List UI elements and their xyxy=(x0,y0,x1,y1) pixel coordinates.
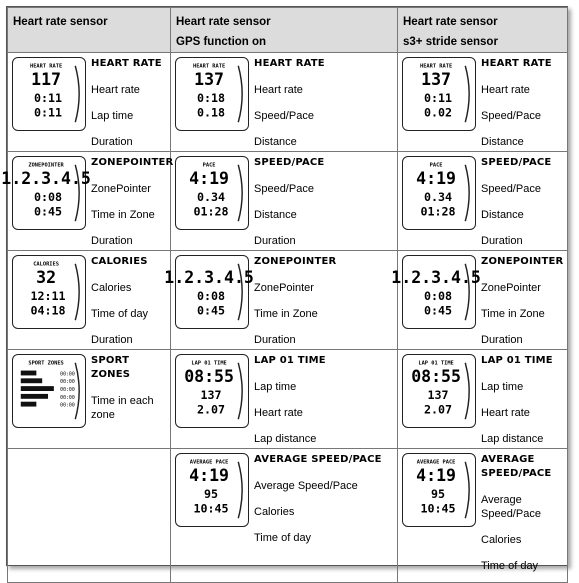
display-value-mid: 12:11 xyxy=(30,288,66,303)
display-value-main: 32 xyxy=(36,268,57,288)
watch-display-icon xyxy=(403,454,475,526)
header-col-1 xyxy=(8,8,171,53)
view-description xyxy=(481,453,564,573)
display-value-low: 0:45 xyxy=(196,303,226,318)
display-value-mid: 0:11 xyxy=(33,90,63,105)
table-row xyxy=(8,152,568,251)
view-description xyxy=(91,156,173,248)
display-header: HEART RATE xyxy=(419,63,453,70)
view-title: SPEED/PACE xyxy=(481,157,552,169)
display-value-main: 1.2.3.4.5 xyxy=(391,268,481,288)
watch-display xyxy=(175,156,249,230)
watch-display xyxy=(1,156,91,230)
display-value-mid: 0:08 xyxy=(33,189,63,204)
view-field: Time of day xyxy=(91,308,149,321)
display-header: HEART RATE xyxy=(192,63,226,70)
view-field: Lap distance xyxy=(254,433,317,446)
display-value-low: 0:11 xyxy=(33,105,63,120)
table-cell xyxy=(398,350,568,449)
table-row xyxy=(8,251,568,350)
zone-time: 00:00 xyxy=(60,394,75,401)
view-field: Calories xyxy=(91,282,132,295)
view-field: Lap time xyxy=(481,381,524,394)
watch-display xyxy=(12,255,86,329)
view-field: Heart rate xyxy=(254,84,303,97)
view-field: Distance xyxy=(481,136,524,149)
display-value-main: 4:19 xyxy=(416,466,456,486)
watch-display xyxy=(175,354,249,428)
view-description xyxy=(91,57,167,149)
display-header: HEART RATE xyxy=(29,63,63,70)
zone-bar xyxy=(21,394,48,399)
view-field: Time in each zone xyxy=(91,395,154,422)
display-arc xyxy=(238,165,242,221)
watch-display-icon xyxy=(164,256,254,328)
view-field: Time in Zone xyxy=(91,209,155,222)
display-arc xyxy=(465,363,469,419)
view-title: HEART RATE xyxy=(481,58,552,70)
display-header: LAP 01 TIME xyxy=(418,360,454,367)
view-description xyxy=(254,354,394,446)
display-value-main: 08:55 xyxy=(184,367,234,387)
watch-display xyxy=(402,156,476,230)
view-field: Duration xyxy=(91,235,133,248)
display-value-mid: 0.34 xyxy=(196,189,226,204)
watch-display-icon xyxy=(403,58,475,130)
display-arc xyxy=(75,66,79,122)
watch-display xyxy=(175,453,249,527)
display-value-low: 01:28 xyxy=(193,204,229,219)
display-value-low: 04:18 xyxy=(30,303,66,318)
view-field: Heart rate xyxy=(254,407,303,420)
view-description xyxy=(91,255,167,347)
display-views-table xyxy=(1,7,568,583)
table-cell xyxy=(398,449,568,583)
view-description xyxy=(254,453,394,545)
view-field: Lap time xyxy=(91,110,134,123)
view-title: AVERAGE SPEED/PACE xyxy=(254,454,382,466)
watch-display-icon xyxy=(1,157,91,229)
zone-time: 00:00 xyxy=(60,379,75,386)
view-field: Calories xyxy=(481,534,522,547)
zone-bar xyxy=(21,378,42,383)
table-cell xyxy=(164,251,398,350)
table-cell xyxy=(8,449,171,583)
view-field: Speed/Pace xyxy=(481,183,541,196)
header-line-1: Heart rate sensor xyxy=(176,16,271,28)
zone-time: 00:00 xyxy=(60,402,75,409)
watch-display-icon xyxy=(176,157,248,229)
view-title: ZONEPOINTER xyxy=(254,256,337,268)
header-line-1: Heart rate sensor xyxy=(403,16,498,28)
display-header: SPORT ZONES xyxy=(28,360,64,367)
view-title: HEART RATE xyxy=(91,58,162,70)
watch-display xyxy=(12,57,86,131)
display-arc xyxy=(238,462,242,518)
display-value-mid: 0:11 xyxy=(423,90,453,105)
view-field: Heart rate xyxy=(91,84,140,97)
zone-bar xyxy=(21,386,54,391)
display-arc xyxy=(465,462,469,518)
watch-display-icon xyxy=(13,256,85,328)
table-cell xyxy=(8,53,171,152)
watch-display xyxy=(402,453,476,527)
display-header: AVERAGE PACE xyxy=(189,459,229,466)
zone-time: 00:00 xyxy=(60,371,75,378)
view-field: Time of day xyxy=(254,532,312,545)
view-field: Speed/Pace xyxy=(481,110,541,123)
table-row xyxy=(8,350,568,449)
display-arc xyxy=(238,363,242,419)
watch-display-icon xyxy=(403,157,475,229)
view-title: LAP 01 TIME xyxy=(254,355,326,367)
watch-display-icon xyxy=(176,355,248,427)
display-arc xyxy=(238,66,242,122)
display-header: CALORIES xyxy=(33,261,59,268)
display-value-main: 1.2.3.4.5 xyxy=(1,169,91,189)
watch-display-icon xyxy=(403,355,475,427)
view-description xyxy=(254,57,394,149)
zone-time: 00:00 xyxy=(60,387,75,394)
view-field: Duration xyxy=(254,235,296,248)
view-description xyxy=(481,255,564,347)
view-field: Distance xyxy=(481,209,524,222)
display-value-low: 10:45 xyxy=(420,501,456,516)
view-field: ZonePointer xyxy=(481,282,541,295)
view-field: Speed/Pace xyxy=(254,183,314,196)
view-title: SPEED/PACE xyxy=(254,157,325,169)
view-title: SPORT ZONES xyxy=(91,355,131,381)
view-description xyxy=(254,255,394,347)
header-row xyxy=(8,8,568,53)
view-title: CALORIES xyxy=(91,256,148,268)
watch-display xyxy=(402,354,476,428)
header-col-3 xyxy=(398,8,568,53)
view-field: Duration xyxy=(91,136,133,149)
display-value-low: 2.07 xyxy=(423,402,453,417)
watch-display-icon xyxy=(13,58,85,130)
view-title: AVERAGE SPEED/PACE xyxy=(481,454,552,480)
table-cell xyxy=(171,152,398,251)
display-value-mid: 95 xyxy=(204,486,219,501)
display-value-mid: 0:08 xyxy=(423,288,453,303)
display-value-low: 0.18 xyxy=(196,105,226,120)
display-header: LAP 01 TIME xyxy=(191,360,227,367)
display-value-main: 08:55 xyxy=(411,367,461,387)
display-value-mid: 137 xyxy=(427,387,449,402)
display-value-mid: 95 xyxy=(431,486,446,501)
view-field: Calories xyxy=(254,506,295,519)
view-field: Time of day xyxy=(481,560,539,573)
view-description xyxy=(481,156,564,248)
view-description xyxy=(91,354,167,428)
display-value-main: 117 xyxy=(31,70,62,90)
table-cell xyxy=(171,449,398,583)
display-header: PACE xyxy=(202,162,216,169)
watch-display xyxy=(175,57,249,131)
display-value-low: 10:45 xyxy=(193,501,229,516)
zone-bar xyxy=(21,371,37,376)
view-field: Time in Zone xyxy=(254,308,318,321)
watch-display xyxy=(164,255,254,329)
display-arc xyxy=(465,66,469,122)
display-value-low: 0.02 xyxy=(423,105,453,120)
view-field: Speed/Pace xyxy=(254,110,314,123)
zone-bar xyxy=(21,402,37,407)
table-cell xyxy=(8,251,171,350)
view-title: LAP 01 TIME xyxy=(481,355,553,367)
view-description xyxy=(481,354,564,446)
watch-display-icon xyxy=(13,355,85,427)
table-cell xyxy=(171,350,398,449)
view-field: ZonePointer xyxy=(254,282,314,295)
display-value-main: 137 xyxy=(421,70,452,90)
table-cell xyxy=(171,53,398,152)
display-value-mid: 0.34 xyxy=(423,189,453,204)
watch-display-icon xyxy=(176,454,248,526)
display-header: PACE xyxy=(429,162,443,169)
display-value-low: 0:45 xyxy=(423,303,453,318)
table-cell xyxy=(398,53,568,152)
header-line-2: s3+ stride sensor xyxy=(403,35,498,48)
table-row xyxy=(8,53,568,152)
view-field: Duration xyxy=(481,334,523,347)
view-field: Lap distance xyxy=(481,433,544,446)
view-field: ZonePointer xyxy=(91,183,151,196)
display-value-main: 4:19 xyxy=(416,169,456,189)
view-field: Heart rate xyxy=(481,407,530,420)
view-title: HEART RATE xyxy=(254,58,325,70)
watch-display xyxy=(391,255,481,329)
header-line-2: GPS function on xyxy=(176,35,267,48)
table-row xyxy=(8,449,568,583)
view-field: Average Speed/Pace xyxy=(481,494,541,521)
view-field: Distance xyxy=(254,136,297,149)
view-field: Duration xyxy=(481,235,523,248)
view-field: Duration xyxy=(91,334,133,347)
display-value-low: 2.07 xyxy=(196,402,226,417)
display-value-main: 1.2.3.4.5 xyxy=(164,268,254,288)
table-cell xyxy=(398,152,568,251)
watch-display-icon xyxy=(176,58,248,130)
watch-display xyxy=(402,57,476,131)
display-arc xyxy=(75,363,79,419)
header-col-2 xyxy=(171,8,398,53)
view-description xyxy=(481,57,564,149)
display-value-mid: 137 xyxy=(200,387,222,402)
watch-display-icon xyxy=(391,256,481,328)
display-value-main: 4:19 xyxy=(189,466,229,486)
display-value-mid: 0:08 xyxy=(196,288,226,303)
view-field: Heart rate xyxy=(481,84,530,97)
display-arc xyxy=(75,264,79,320)
view-title: ZONEPOINTER xyxy=(481,256,564,268)
display-value-main: 4:19 xyxy=(189,169,229,189)
view-description xyxy=(254,156,394,248)
watch-display xyxy=(12,354,86,428)
header-line-1: Heart rate sensor xyxy=(13,16,108,28)
view-field: Lap time xyxy=(254,381,297,394)
document-frame xyxy=(1,6,568,573)
display-arc xyxy=(465,165,469,221)
table-cell xyxy=(1,152,174,251)
table-cell xyxy=(391,251,568,350)
display-value-low: 0:45 xyxy=(33,204,63,219)
display-header: AVERAGE PACE xyxy=(416,459,456,466)
display-value-main: 137 xyxy=(194,70,225,90)
display-value-mid: 0:18 xyxy=(196,90,226,105)
view-field: Time in Zone xyxy=(481,308,545,321)
display-value-low: 01:28 xyxy=(420,204,456,219)
table-cell xyxy=(8,350,171,449)
view-field: Duration xyxy=(254,334,296,347)
view-field: Average Speed/Pace xyxy=(254,480,358,493)
view-field: Distance xyxy=(254,209,297,222)
view-title: ZONEPOINTER xyxy=(91,157,174,169)
display-header: ZONEPOINTER xyxy=(28,162,64,169)
